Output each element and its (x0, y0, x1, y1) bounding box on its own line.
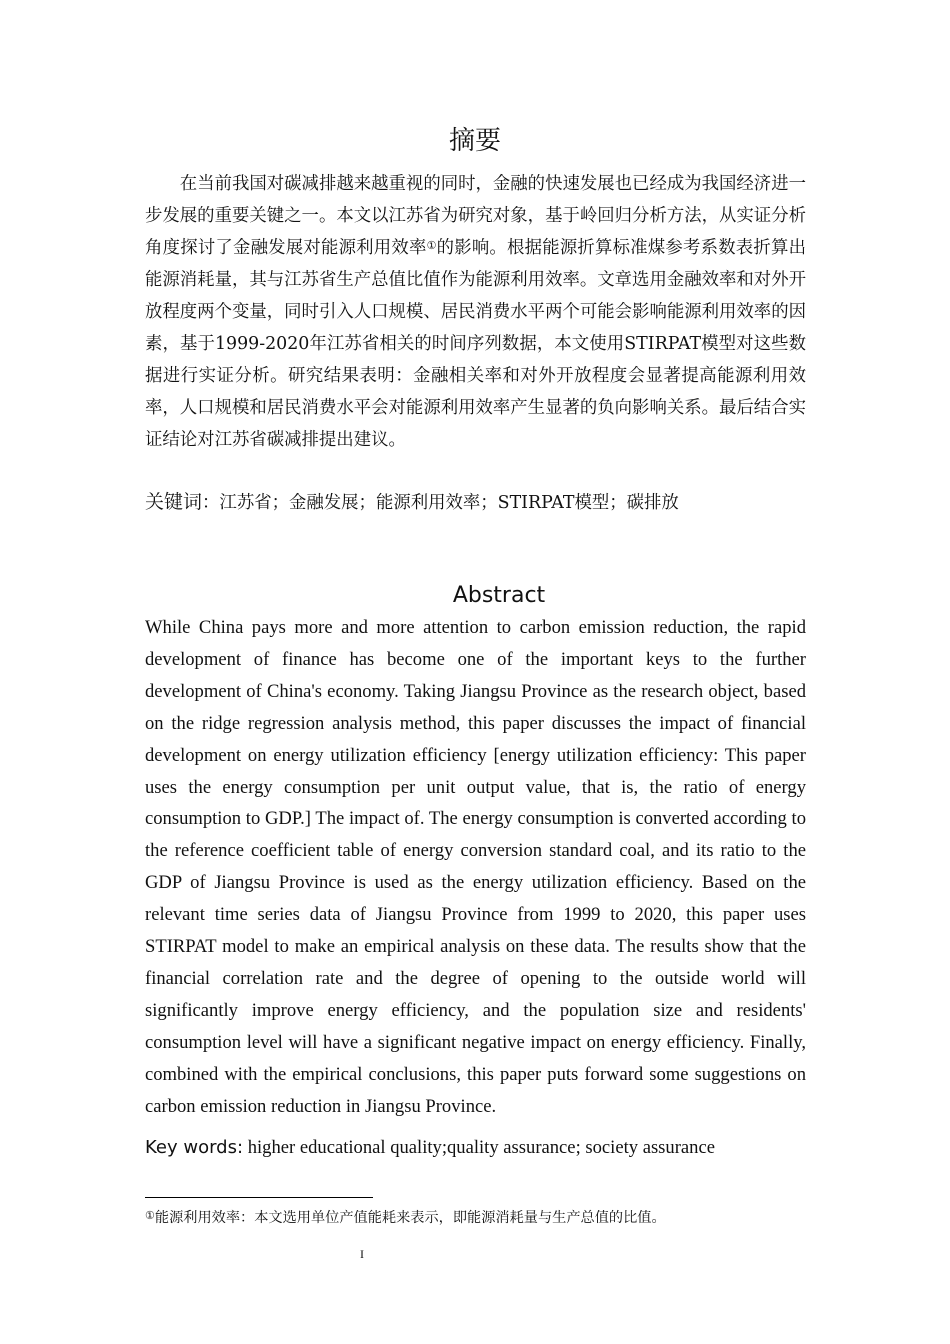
keywords-cn (145, 486, 806, 519)
keywords-cn-separator: ： (202, 493, 220, 513)
footnote-divider (145, 1197, 373, 1198)
abstract-cn-body (145, 168, 806, 456)
page-number: I (360, 1247, 364, 1261)
footnote (145, 1206, 806, 1230)
abstract-cn-title: 摘要 (448, 126, 501, 156)
footnote-reference-marker[interactable]: ① (426, 239, 437, 252)
abstract-cn-text-part1: 在当前我国对碳减排越来越重视的同时，金融的快速发展也已经成为我国经济进一步发展的重要关键之一。本文以江苏省为研究对象，基于岭回归分析方法，从实证分析角度探讨了金融发展对能源利用效率 (145, 174, 806, 258)
abstract-en-body: While China pays more and more attention to carbon emission reduction, the rapid development of finance has become one of the important keys to the further development of China's economy. Taking Jiangsu Province as the research object, based on the ridge regression analysis method, this paper discusses the impact of financial development on energy utilization efficiency [energy utilization efficiency: This paper uses the energy consumption per unit output value, that is, the ratio of energy consumption to GDP.] The impact of. The energy consumption is converted according to the reference coefficient table of energy conversion standard coal, and its ratio to the GDP of Jiangsu Province is used as the energy utilization efficiency. Based on the relevant time series data of Jiangsu Province from 1999 to 2020, this paper uses STIRPAT model to make an empirical analysis on these data. The results show that the financial correlation rate and the degree of opening to the outside world will significantly improve energy efficiency, and the population size and residents' consumption level will have a significant negative impact on energy efficiency. Finally, combined with the empirical conclusions, this paper puts forward some suggestions on carbon emission reduction in Jiangsu Province. (145, 617, 806, 1117)
footnote-marker: ① (145, 1209, 155, 1222)
keywords-cn-label: 关键词 (145, 491, 203, 513)
footnote-text: 能源利用效率：本文选用单位产值能耗来表示，即能源消耗量与生产总值的比值。 (154, 1210, 666, 1226)
keywords-cn-list: 江苏省；金融发展；能源利用效率；STIRPAT模型；碳排放 (219, 493, 679, 513)
keywords-en (145, 1132, 806, 1164)
abstract-cn-text-part2: 的影响。根据能源折算标准煤参考系数表折算出能源消耗量，其与江苏省生产总值比值作为能源利用效率。文章选用金融效率和对外开放程度两个变量，同时引入人口规模、居民消费水平两个可能会影响能源利用效率的因素，基于1999-2020年江苏省相关的时间序列数据，本文使用STIRPAT模型对这些数据进行实证分析。研究结果表明：金融相关率和对外开放程度会显著提高能源利用效率，人口规模和居民消费水平会对能源利用效率产生显著的负向影响关系。最后结合实证结论对江苏省碳减排提出建议。 (145, 238, 806, 450)
keywords-en-list: higher educational quality;quality assurance; society assurance (247, 1137, 715, 1158)
abstract-en-title: Abstract (452, 583, 546, 608)
keywords-en-label: Key words: (145, 1137, 244, 1158)
